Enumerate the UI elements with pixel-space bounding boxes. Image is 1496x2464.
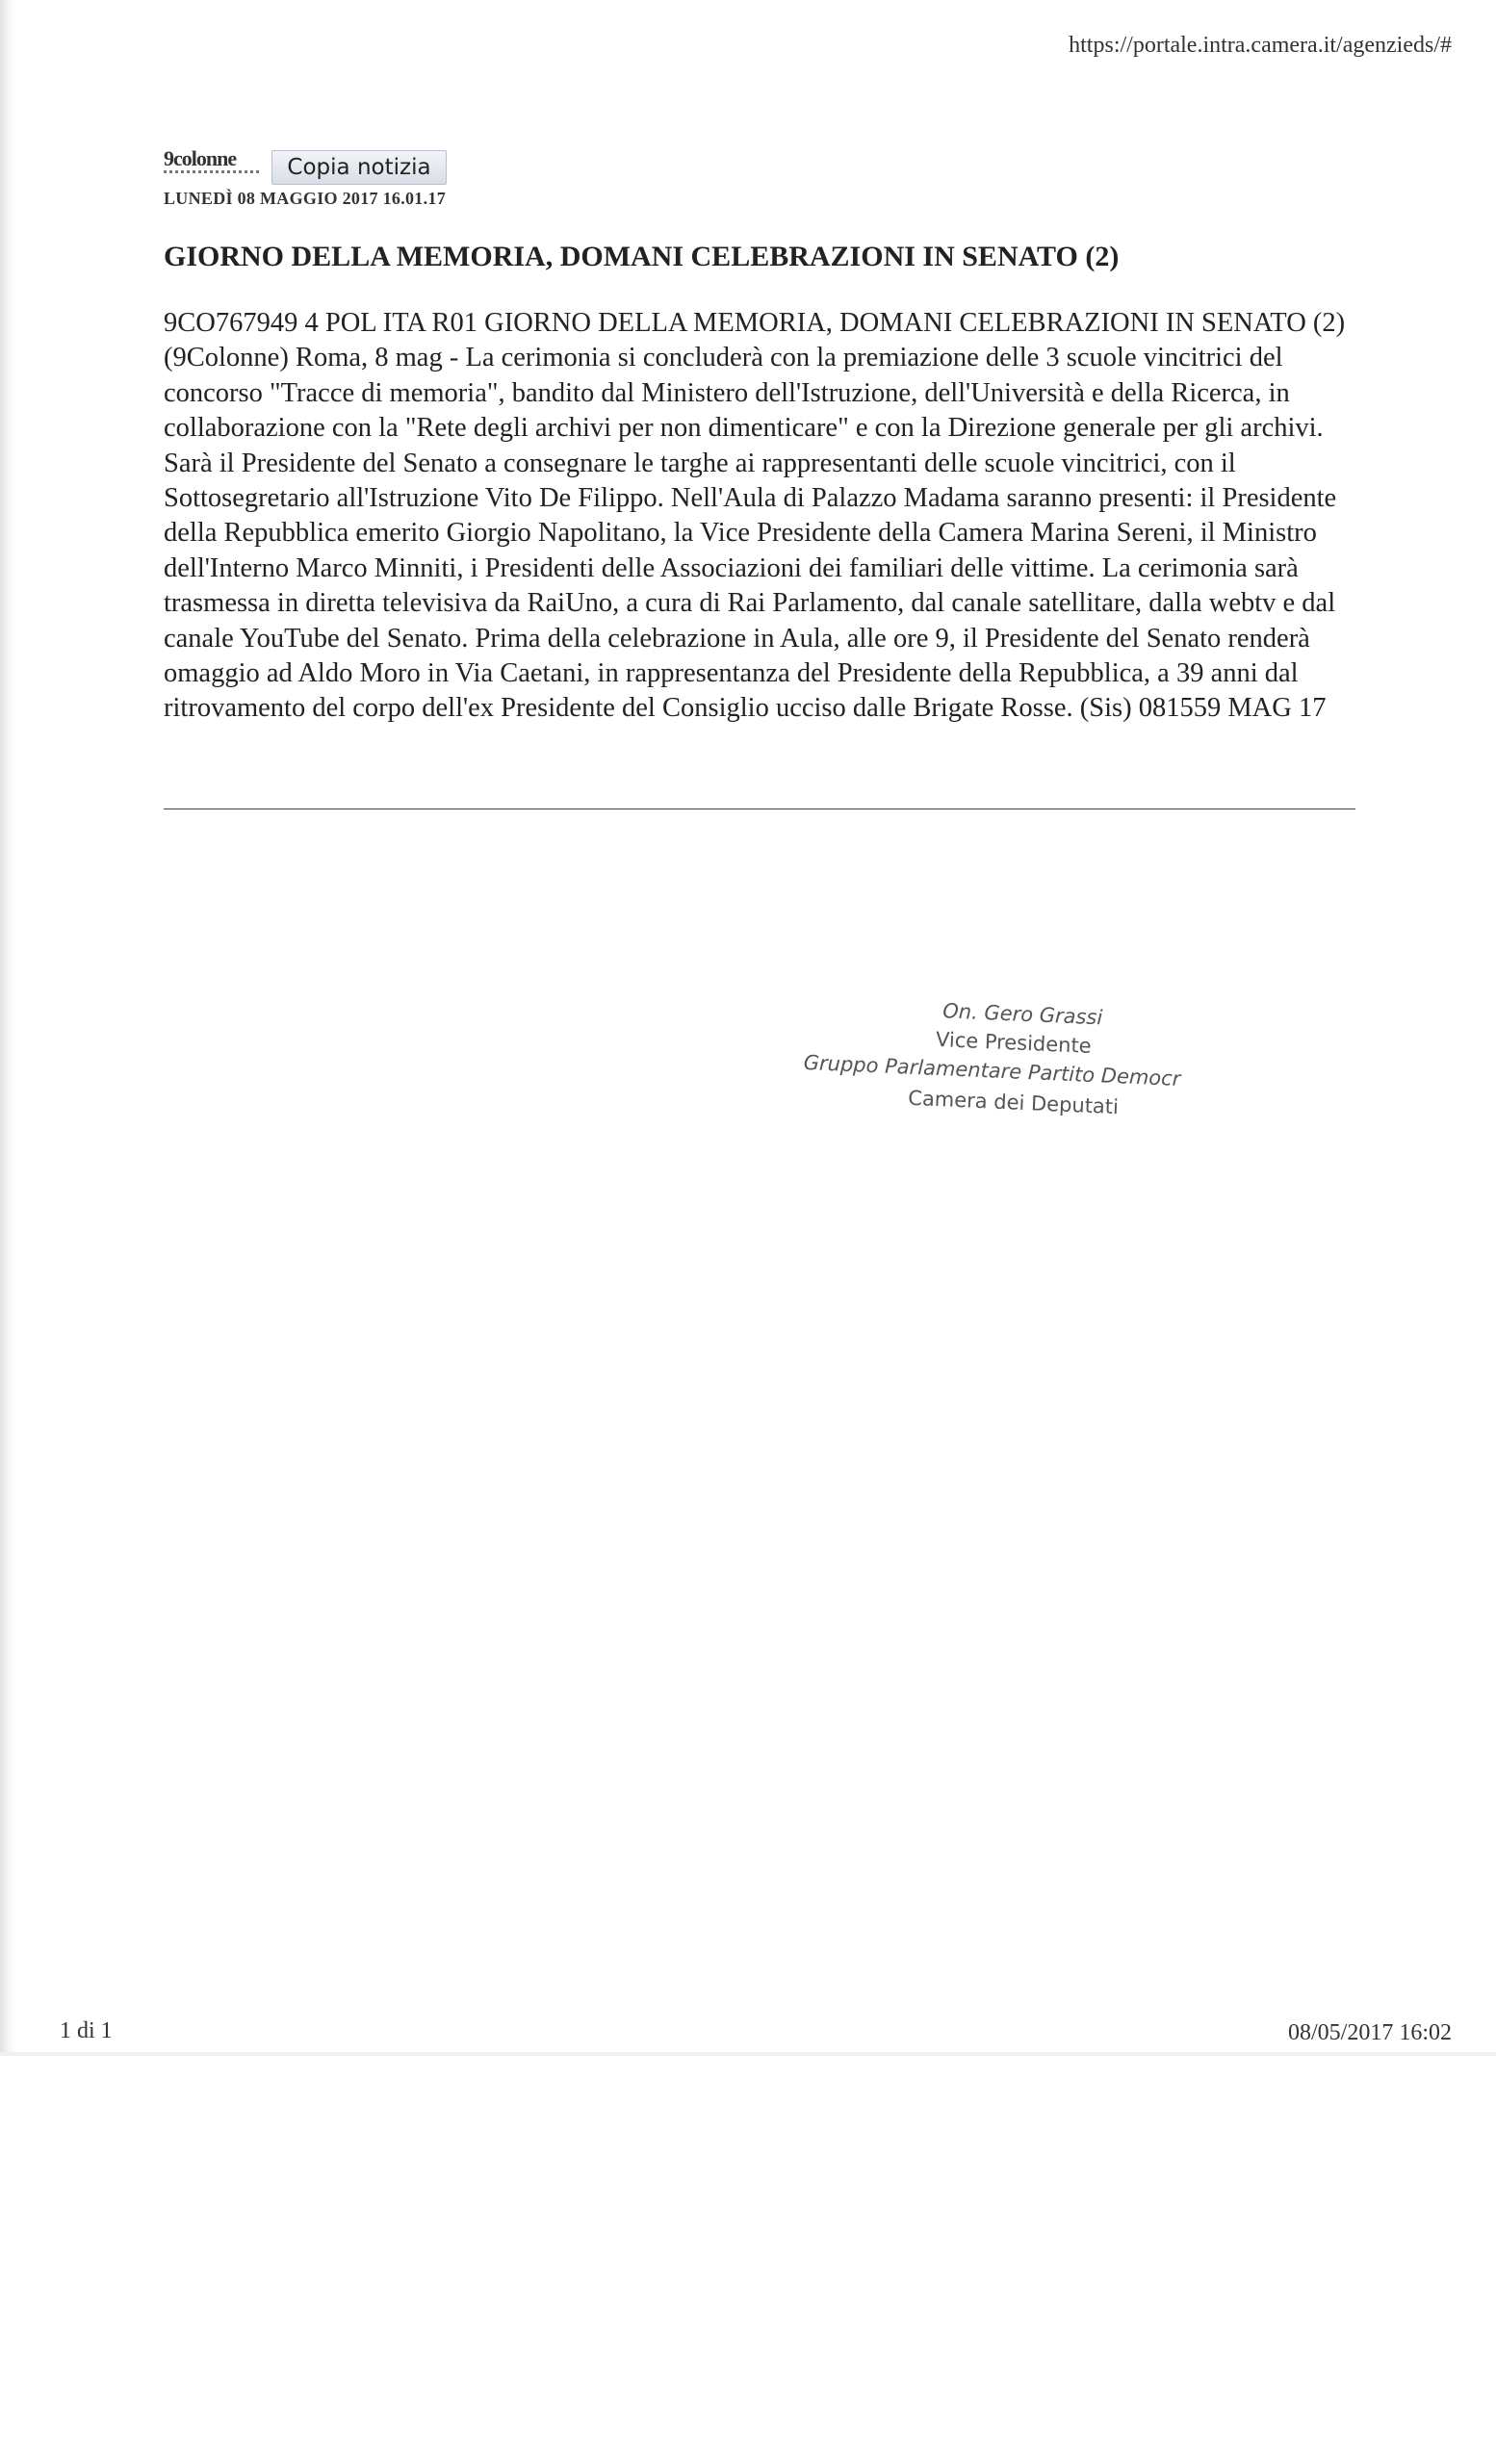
logo-text: 9colonne <box>164 146 237 170</box>
page-url: https://portale.intra.camera.it/agenzieds/# <box>1069 33 1452 58</box>
print-timestamp: 08/05/2017 16:02 <box>1287 2020 1452 2045</box>
article-headline: GIORNO DELLA MEMORIA, DOMANI CELEBRAZIONI IN SENATO (2) <box>164 241 1120 272</box>
separator-line <box>164 808 1355 809</box>
stamp-name: On. Gero Grassi <box>941 999 1103 1030</box>
copy-news-button[interactable]: Copia notizia <box>271 150 447 185</box>
article-dateline: LUNEDÌ 08 MAGGIO 2017 16.01.17 <box>164 189 447 208</box>
9colonne-logo <box>164 146 262 179</box>
scan-bottom-edge <box>0 2052 1496 2056</box>
deputy-stamp <box>801 993 1211 1145</box>
page-count: 1 di 1 <box>60 2018 113 2043</box>
stamp-chamber: Camera dei Deputati <box>907 1086 1120 1119</box>
stamp-role: Vice Presidente <box>935 1027 1093 1058</box>
article-body: 9CO767949 4 POL ITA R01 GIORNO DELLA MEMORIA, DOMANI CELEBRAZIONI IN SENATO (2) (9Colonne) Roma, 8 mag - La cerimonia si concluderà con la premiazione delle 3 scuole vincitrici del concorso "Tracce di memoria", bandito dal Ministero dell'Istruzione, dell'Università e della Ricerca, in collaborazione con la "Rete degli archivi per non dimenticare" e con la Direzione generale per gli archivi. Sarà il Presidente del Senato a consegnare le targhe ai rappresentanti delle scuole vincitrici, con il Sottosegretario all'Istruzione Vito De Filippo. Nell'Aula di Palazzo Madama saranno presenti: il Presidente della Repubblica emerito Giorgio Napolitano, la Vice Presidente della Camera Marina Sereni, il Ministro dell'Interno Marco Minniti, i Presidenti delle Associazioni dei familiari delle vittime. La cerimonia sarà trasmessa in diretta televisiva da RaiUno, a cura di Rai Parlamento, dal canale satellitare, dalla webtv e dal canale YouTube del Senato. Prima della celebrazione in Aula, alle ore 9, il Presidente del Senato renderà omaggio ad Aldo Moro in Via Caetani, in rappresentanza del Presidente della Repubblica, a 39 anni dal ritrovamento del corpo dell'ex Presidente del Consiglio ucciso dalle Brigate Rosse. (Sis) 081559 MAG 17 <box>164 308 1346 724</box>
logo-underline <box>164 170 260 173</box>
scan-edge-shadow <box>0 0 15 2056</box>
stamp-group: Gruppo Parlamentare Partito Democr <box>803 1050 1181 1091</box>
